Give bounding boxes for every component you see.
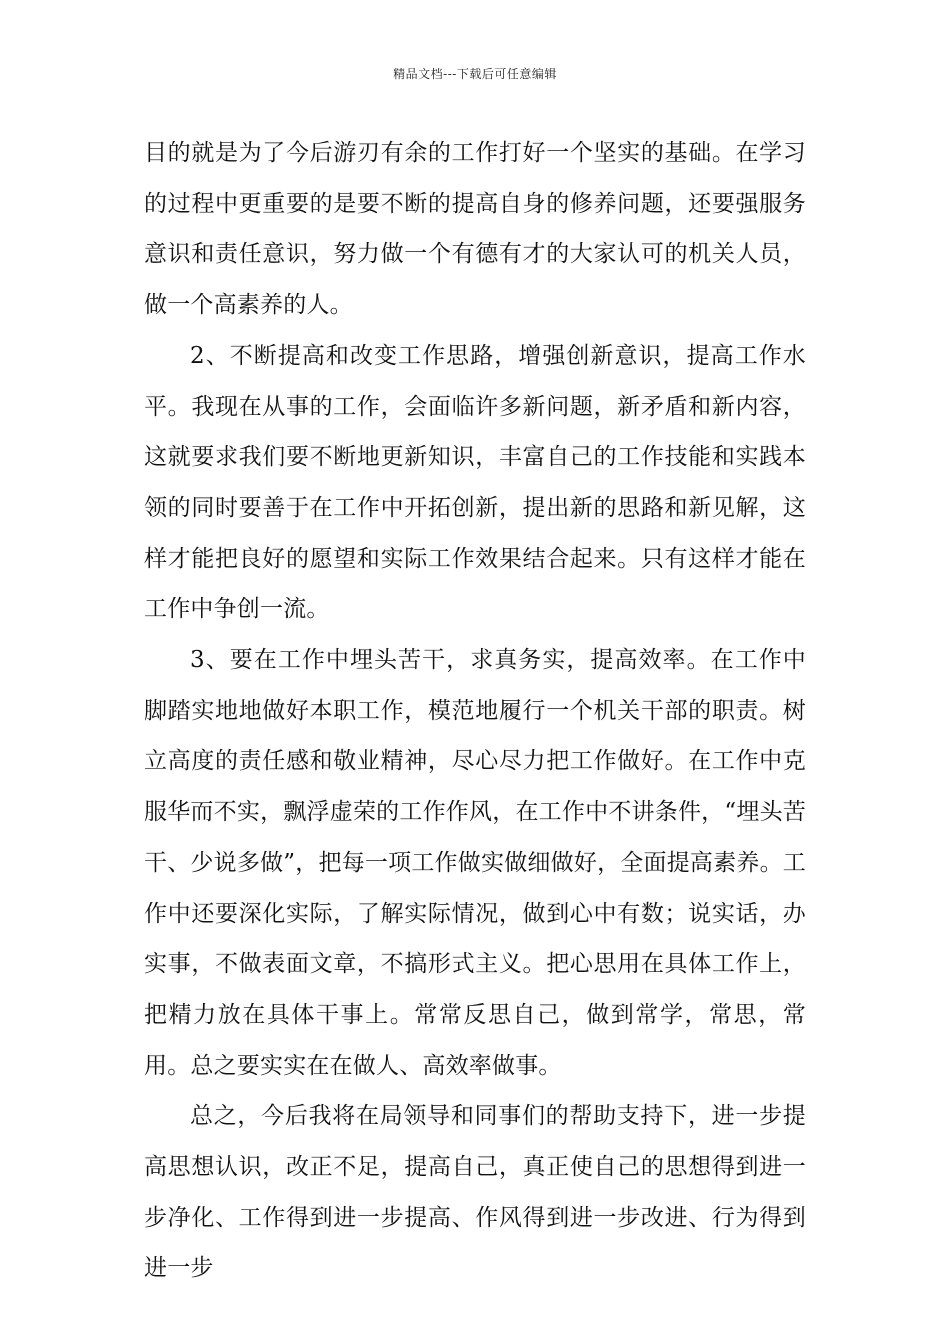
page-header: 精品文档---下载后可任意编辑 <box>393 67 557 81</box>
paragraph-continuation: 目的就是为了今后游刃有余的工作打好一个坚实的基础。在学习的过程中更重要的是要不断的提高自身的修养问题，还要强服务意识和责任意识，努力做一个有德有才的大家认可的机关人员，做一个高素养的人。 <box>144 140 806 319</box>
paragraph-point-3: 3、要在工作中埋头苦干，求真务实，提高效率。在工作中脚踏实地地做好本职工作，模范地履行一个机关干部的职责。树立高度的责任感和敬业精神，尽心尽力把工作做好。在工作中克服华而不实，飘浮虚荣的工作作风，在工作中不讲条件，“埋头苦干、少说多做”，把每一项工作做实做细做好，全面提高素养。工作中还要深化实际，了解实际情况，做到心中有数；说实话，办实事，不做表面文章，不搞形式主义。把心思用在具体工作上，把精力放在具体干事上。常常反思自己，做到常学，常思，常用。总之要实实在在做人、高效率做事。 <box>144 647 806 1079</box>
paragraph-conclusion: 总之，今后我将在局领导和同事们的帮助支持下，进一步提高思想认识，改正不足，提高自己，真正使自己的思想得到进一步净化、工作得到进一步提高、作风得到进一步改进、行为得到进一步 <box>144 1103 806 1282</box>
document-body <box>144 128 806 1294</box>
paragraph-point-2: 2、不断提高和改变工作思路，增强创新意识，提高工作水平。我现在从事的工作，会面临许多新问题，新矛盾和新内容，这就要求我们要不断地更新知识，丰富自己的工作技能和实践本领的同时要善于在工作中开拓创新，提出新的思路和新见解，这样才能把良好的愿望和实际工作效果结合起来。只有这样才能在工作中争创一流。 <box>144 342 806 623</box>
